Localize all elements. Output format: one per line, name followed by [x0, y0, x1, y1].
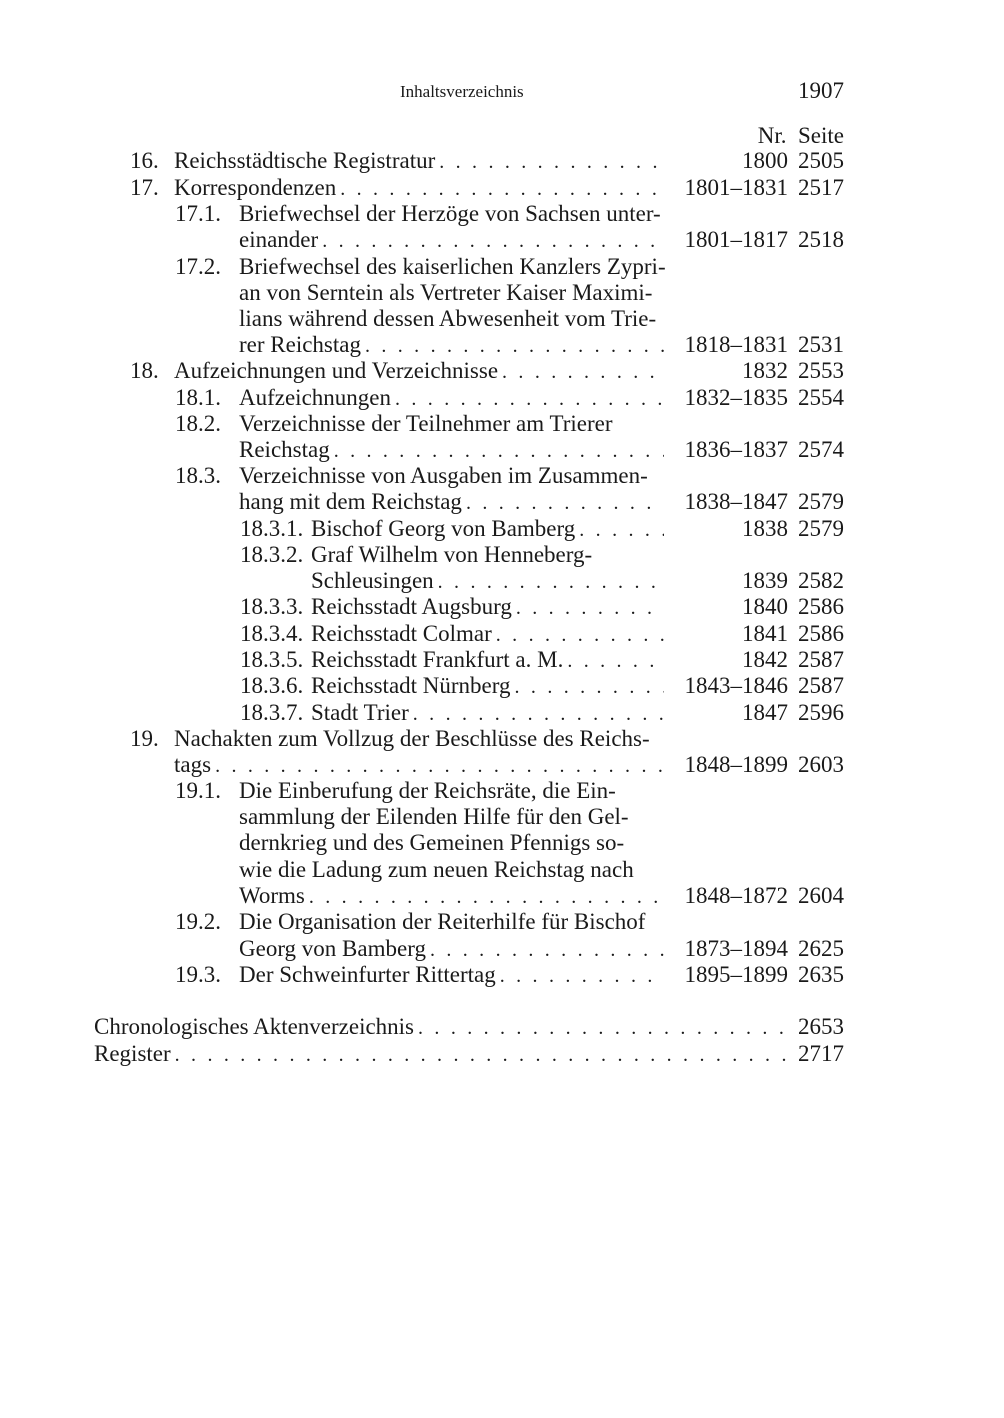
entry-page: 2596 [798, 700, 844, 725]
entry-nr: 1848–1899 [684, 752, 788, 777]
entry-number: 18.3.4. [240, 621, 304, 646]
entry-title-line: Briefwechsel des kaiserlichen Kanzlers Zypri- [239, 254, 666, 279]
entry-title-leader [311, 647, 664, 674]
entry-number: 18.3.1. [240, 516, 304, 541]
entry-nr: 1848–1872 [684, 883, 788, 908]
entry-title: Georg von Bamberg [239, 936, 426, 961]
entry-title: Chronologisches Aktenverzeichnis [94, 1014, 415, 1039]
entry-title-leader [311, 700, 664, 727]
page-number: 1907 [798, 78, 844, 103]
entry-number: 18.3.3. [240, 594, 304, 619]
entry-title: Bischof Georg von Bamberg [311, 516, 576, 541]
entry-page: 2554 [798, 385, 844, 410]
entry-title: Reichsstadt Nürnberg [311, 673, 511, 698]
entry-title-leader [174, 148, 664, 175]
entry-title-line: Briefwechsel der Herzöge von Sachsen unter- [239, 201, 661, 226]
entry-title-leader [311, 621, 664, 648]
entry-number: 19.3. [175, 962, 221, 987]
entry-title-leader [311, 673, 664, 700]
entry-title: Reichsstadt Colmar [311, 621, 492, 646]
running-title: Inhaltsverzeichnis [400, 82, 524, 101]
entry-page: 2717 [798, 1041, 844, 1066]
entry-title-leader [174, 175, 664, 202]
entry-nr: 1839 [742, 568, 788, 593]
entry-page: 2517 [798, 175, 844, 200]
entry-page: 2635 [798, 962, 844, 987]
entry-title: rer Reichstag [239, 332, 361, 357]
entry-title-leader [311, 594, 664, 621]
entry-nr: 1832–1835 [684, 385, 788, 410]
entry-title-line: lians während dessen Abwesenheit vom Trie- [239, 306, 657, 331]
entry-title-leader [311, 516, 664, 543]
entry-title-line: Nachakten zum Vollzug der Beschlüsse des Reichs- [174, 726, 650, 751]
entry-title: Aufzeichnungen [239, 385, 391, 410]
entry-number: 18.3.2. [240, 542, 304, 567]
entry-nr: 1873–1894 [684, 936, 788, 961]
column-header: Nr. Seite [757, 123, 844, 148]
entry-title: Reichstag [239, 437, 330, 462]
entry-page: 2653 [798, 1014, 844, 1039]
entry-nr: 1838 [742, 516, 788, 541]
entry-nr: 1801–1817 [684, 227, 788, 252]
entry-title: Reichsstädtische Registratur [174, 148, 436, 173]
entry-title: Der Schweinfurter Rittertag [239, 962, 496, 987]
entry-title-leader [239, 385, 664, 412]
entry-number: 18.2. [175, 411, 221, 436]
entry-page: 2586 [798, 621, 844, 646]
entry-title: Reichsstadt Frankfurt a. M. [311, 647, 564, 672]
entry-title-line: sammlung der Eilenden Hilfe für den Gel- [239, 804, 629, 829]
entry-number: 19.1. [175, 778, 221, 803]
entry-page: 2625 [798, 936, 844, 961]
entry-nr: 1847 [742, 700, 788, 725]
entry-title: Worms [239, 883, 305, 908]
entry-title-leader [174, 752, 664, 779]
entry-number: 17. [130, 175, 159, 200]
entry-title: Aufzeichnungen und Verzeichnisse [174, 358, 499, 383]
entry-nr: 1842 [742, 647, 788, 672]
entry-page: 2518 [798, 227, 844, 252]
entry-page: 2603 [798, 752, 844, 777]
entry-nr: 1840 [742, 594, 788, 619]
entry-title-line: Die Einberufung der Reichsräte, die Ein- [239, 778, 616, 803]
entry-title-line: wie die Ladung zum neuen Reichstag nach [239, 857, 634, 882]
entry-title: tags [174, 752, 212, 777]
entry-page: 2586 [798, 594, 844, 619]
entry-number: 18.3. [175, 463, 221, 488]
entry-title: Korrespondenzen [174, 175, 337, 200]
entry-page: 2587 [798, 647, 844, 672]
entry-nr: 1843–1846 [684, 673, 788, 698]
entry-title-leader [174, 358, 664, 385]
entry-number: 17.2. [175, 254, 221, 279]
entry-title-leader [94, 1014, 786, 1041]
entry-title-line: dernkrieg und des Gemeinen Pfennigs so- [239, 830, 625, 855]
entry-page: 2531 [798, 332, 844, 357]
entry-title-line: Verzeichnisse der Teilnehmer am Trierer [239, 411, 613, 436]
entry-title: hang mit dem Reichstag [239, 489, 462, 514]
entry-title-leader [239, 962, 664, 989]
entry-number: 19. [130, 726, 159, 751]
entry-nr: 1801–1831 [684, 175, 788, 200]
entry-nr: 1895–1899 [684, 962, 788, 987]
entry-title: Reichsstadt Augsburg [311, 594, 512, 619]
entry-title-line: Graf Wilhelm von Henneberg- [311, 542, 593, 567]
entry-nr: 1818–1831 [684, 332, 788, 357]
entry-title-leader [94, 1041, 786, 1068]
entry-page: 2553 [798, 358, 844, 383]
entry-number: 16. [130, 148, 159, 173]
entry-number: 18. [130, 358, 159, 383]
entry-title-leader [239, 489, 664, 516]
entry-title: Stadt Trier [311, 700, 409, 725]
entry-nr: 1832 [742, 358, 788, 383]
entry-title-leader [311, 568, 664, 595]
entry-title-line: Verzeichnisse von Ausgaben im Zusammen- [239, 463, 648, 488]
entry-number: 19.2. [175, 909, 221, 934]
entry-page: 2587 [798, 673, 844, 698]
entry-number: 18.3.7. [240, 700, 304, 725]
entry-nr: 1841 [742, 621, 788, 646]
entry-title-line: an von Serntein als Vertreter Kaiser Maximi- [239, 280, 653, 305]
entry-page: 2579 [798, 516, 844, 541]
entry-nr: 1836–1837 [684, 437, 788, 462]
entry-title-leader [239, 437, 664, 464]
entry-number: 18.3.6. [240, 673, 304, 698]
entry-title-leader [239, 332, 664, 359]
entry-number: 17.1. [175, 201, 221, 226]
entry-page: 2574 [798, 437, 844, 462]
entry-page: 2582 [798, 568, 844, 593]
entry-title: einander [239, 227, 319, 252]
entry-nr: 1838–1847 [684, 489, 788, 514]
entry-page: 2604 [798, 883, 844, 908]
entry-title-line: Die Organisation der Reiterhilfe für Bischof [239, 909, 646, 934]
entry-page: 2579 [798, 489, 844, 514]
entry-number: 18.3.5. [240, 647, 304, 672]
entry-title-leader [239, 936, 664, 963]
entry-title: Register [94, 1041, 171, 1066]
entry-page: 2505 [798, 148, 844, 173]
entry-title-leader [239, 883, 664, 910]
entry-title-leader [239, 227, 664, 254]
entry-number: 18.1. [175, 385, 221, 410]
entry-nr: 1800 [742, 148, 788, 173]
entry-title: Schleusingen [311, 568, 434, 593]
